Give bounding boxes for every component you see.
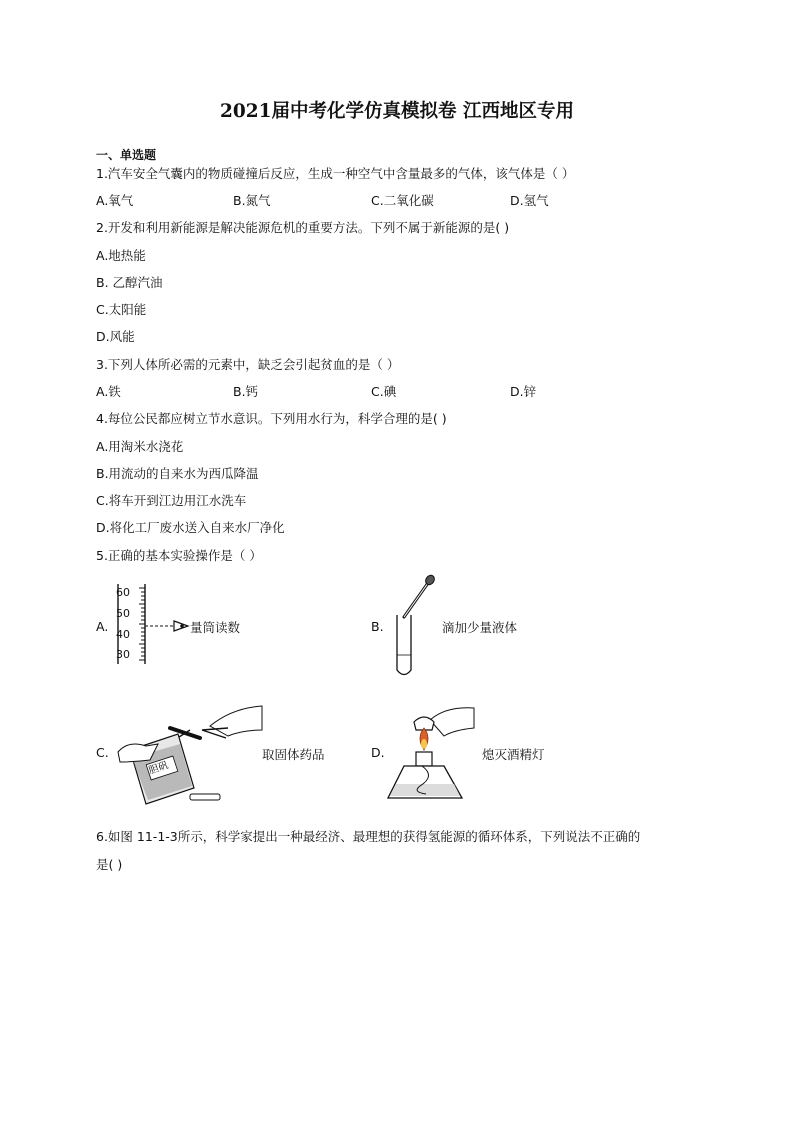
question-6-stem-line2: 是( ) (96, 857, 123, 872)
q1-option-a[interactable]: A.氧气 (96, 193, 134, 208)
q3-option-b[interactable]: B.钙 (233, 384, 259, 399)
q5-option-a-letter[interactable]: A. (96, 619, 109, 634)
question-2-stem: 2.开发和利用新能源是解决能源危机的重要方法。下列不属于新能源的是( ) (96, 220, 510, 235)
q3-option-a[interactable]: A.铁 (96, 384, 121, 399)
q5-option-b-caption: 滴加少量液体 (442, 620, 518, 635)
q2-option-d[interactable]: D.风能 (96, 329, 135, 344)
scale-label-60: 60 (116, 586, 130, 599)
solid-reagent-figure (110, 700, 265, 808)
q5-option-a-caption: 量筒读数 (190, 620, 241, 635)
q2-option-c[interactable]: C.太阳能 (96, 302, 147, 317)
question-1-stem: 1.汽车安全气囊内的物质碰撞后反应，生成一种空气中含量最多的气体，该气体是（ ） (96, 166, 575, 181)
bottle-label: 胆矾 (147, 760, 170, 777)
q1-option-d[interactable]: D.氢气 (510, 193, 549, 208)
q2-option-a[interactable]: A.地热能 (96, 248, 146, 263)
q1-option-b[interactable]: B.氮气 (233, 193, 271, 208)
q1-option-c[interactable]: C.二氧化碳 (371, 193, 434, 208)
scale-label-40: 40 (116, 628, 130, 641)
q4-option-a[interactable]: A.用淘米水浇花 (96, 439, 184, 454)
question-6-stem-line1: 6.如图 11-1-3所示，科学家提出一种最经济、最理想的获得氢能源的循环体系，下列说法不正确的 (96, 829, 641, 844)
q4-option-b[interactable]: B.用流动的自来水为西瓜降温 (96, 466, 259, 481)
alcohol-lamp-figure (386, 700, 481, 808)
q5-option-b-letter[interactable]: B. (371, 619, 384, 634)
q5-option-d-caption: 熄灭酒精灯 (482, 747, 545, 762)
question-5-stem: 5.正确的基本实验操作是（ ） (96, 548, 262, 563)
question-3-stem: 3.下列人体所必需的元素中，缺乏会引起贫血的是（ ） (96, 357, 400, 372)
q4-option-d[interactable]: D.将化工厂废水送入自来水厂净化 (96, 520, 285, 535)
q3-option-c[interactable]: C.碘 (371, 384, 397, 399)
q3-option-d[interactable]: D.锌 (510, 384, 537, 399)
question-4-stem: 4.每位公民都应树立节水意识。下列用水行为，科学合理的是( ) (96, 411, 447, 426)
q4-option-c[interactable]: C.将车开到江边用江水洗车 (96, 493, 247, 508)
q5-option-c-letter[interactable]: C. (96, 745, 109, 760)
scale-label-30: 30 (116, 648, 130, 661)
dropper-test-tube-figure (390, 575, 440, 680)
q5-option-c-caption: 取固体药品 (262, 747, 325, 762)
q5-option-d-letter[interactable]: D. (371, 745, 385, 760)
section-heading: 一、单选题 (96, 148, 157, 162)
scale-label-50: 50 (116, 607, 130, 620)
q2-option-b[interactable]: B. 乙醇汽油 (96, 275, 163, 290)
page-title: 2021届中考化学仿真模拟卷 江西地区专用 (220, 101, 574, 122)
